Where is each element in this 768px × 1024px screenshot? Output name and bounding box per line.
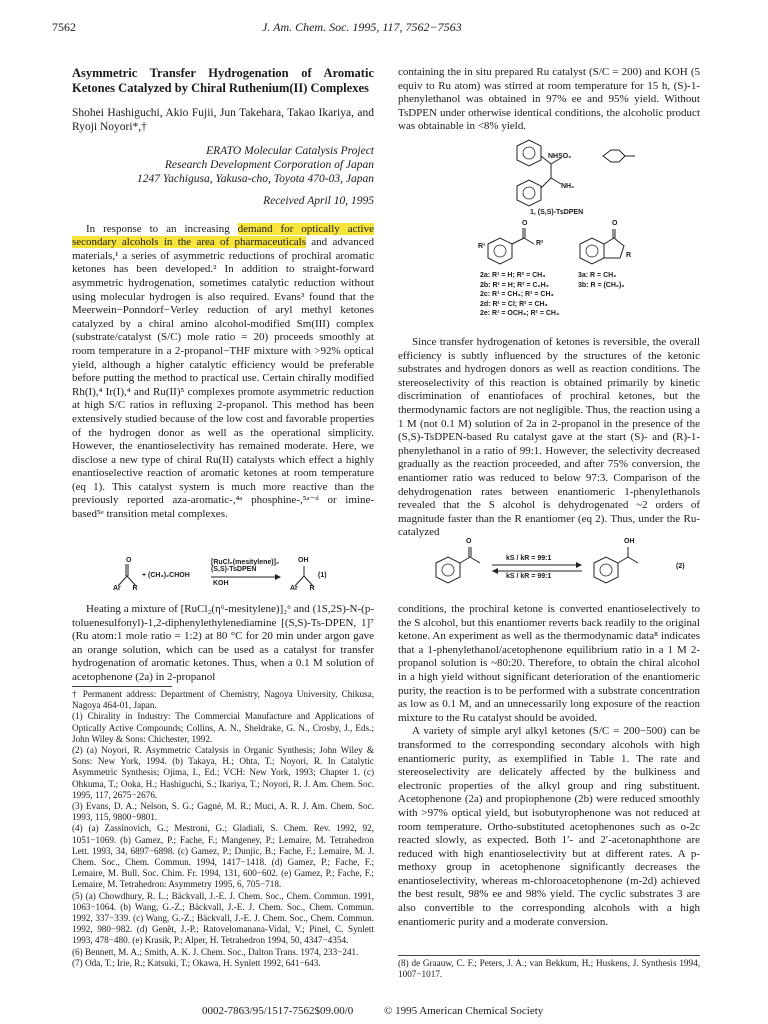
footer-code: 0002-7863/95/1517-7562$09.00/0: [202, 1005, 354, 1017]
highlighted-phrase: demand for optically active secondary alcohols in the area of pharmaceuticals: [72, 222, 374, 249]
catalyst-label: [RuCl₂(mesitylene)]₂: [211, 559, 280, 566]
ligand-label: (S,S)-TsDPEN: [211, 566, 257, 573]
author-list: Shohei Hashiguchi, Akio Fujii, Jun Takehara, Takao Ikariya, and Ryoji Noyori*,†: [72, 107, 374, 133]
intro-rest: and advanced materials,¹ a series of asymmetric reductions of prochiral aromatic ketones has been developed.² In addition to straight-forward asymmetric hydrogenation, sometimes catalytic reduction without using molecular hydrogen is also required. Evans³ found that the Meerwein−Ponndorf−Verley reduction of aryl methyl ketones catalyzed by a chiral amino alcohol-modified Sm(III) complex (substrate/catalyst (S/C) mole ratio = 20) proceeds smoothly at room temperature in a 2-propanol−THF mixture with >92% optical yield, although a higher catalytic efficiency would be preferable before putting the method to practical use. Certain chirally modified Rh(I),⁴ Ir(I),⁴ and Ru(II)⁵ complexes promote asymmetric reduction at high S/C ratios in refluxing 2-propanol. This method has been extensively studied because of the low cost and favorable properties of the hydrogen donor as well as the operational simplicity. However, the enantioselectivity has remained moderate. Here, we disclose a new type of chiral Ru(II) catalysts which effect a highly enantioselective reaction of aromatic ketones at room temperature (eq 1). This catalyst system is much more reactive than the previously reported aza-aromatic-,⁴ᵃ phosphine-,⁵ᵃ⁻ᵈ or imine-based⁵ᵉ transition metal complexes.: [72, 236, 374, 521]
equation-number-1: (1): [318, 572, 327, 579]
footnote: (7) Oda, T.; Irie, R.; Katsuki, T.; Okawa, H. Synlett 1992, 641−643.: [72, 957, 321, 968]
footnotes-right: [398, 958, 700, 980]
affiliation-line: Research Development Corporation of Japan: [164, 159, 374, 171]
o-label-3: O: [612, 220, 618, 227]
r1-label: R¹: [478, 243, 486, 250]
footnote-rule: [72, 686, 172, 687]
compound-list-2: [480, 271, 559, 319]
footnote: † Permanent address: Department of Chemistry, Nagoya University, Chikusa, Nagoya 464-01, Japan.: [72, 689, 374, 711]
article-title: Asymmetric Transfer Hydrogenation of Aromatic Ketones Catalyzed by Chiral Ruthenium(II) Complexes: [72, 66, 374, 95]
intro-paragraph: [72, 223, 374, 522]
r-label-3: R: [626, 252, 632, 259]
journal-header: J. Am. Chem. Soc. 1995, 117, 7562−7563: [262, 20, 462, 34]
eq2-upper-ratio: kS / kR = 99:1: [506, 555, 552, 562]
compound-3a: 3a: R = CH₂: [578, 272, 617, 279]
right-column-top: [398, 66, 700, 134]
footer-copyright: © 1995 American Chemical Society: [384, 1005, 544, 1017]
eq2-o-label: O: [466, 538, 472, 545]
r2-label: R²: [536, 240, 544, 247]
reagent-isopropanol: + (CH₃)₂CHOH: [142, 572, 190, 579]
reversibility-paragraph: Since transfer hydrogenation of ketones is reversible, the overall efficiency is subtly influenced by the structures of the ketonic substrates and hydrogen donors as well as reaction conditions. The stereoselectivity of this reaction is obtained primarily by kinetic discrimination of enantiofaces of prochiral ketones, but the thermodynamic factors are not negligible. Thus, the reaction using a 1 M (not 0.1 M) solution of 2a in 2-propanol in the presence of the (S,S)-TsDPEN-based Ru catalyst gave at the start (S)- and (R)-1-phenylethanol in a ratio of 99:1. However, the selectivity decreased gradually as the reaction proceeded, and after 75% conversion, the enantiomer ratio was reduced to below 97:3. Comparison of the dehydrogenation rates between enantiomeric 1-phenylethanols revealed that the S alcohol is dehydrogenated ~2 orders of magnitude faster than the R enantiomer (eq 2). Thus, under the Ru-catalyzed: [398, 336, 700, 539]
footnote: (1) Chirality in Industry: The Commercial Manufacture and Applications of Optically Active Compounds; Collins, A. N., Sheldrake, G. N., Crosby, J., Eds.; John Wiley & Sons: Chichester, 1992.: [72, 711, 374, 744]
compound-2a: 2a: R¹ = H; R² = CH₃: [480, 272, 546, 279]
conditions-paragraph: conditions, the prochiral ketone is converted enantioselectively to the S alcohol, but this enantiomer reverts back readily to the original ketone. An experiment as well as the thermodynamic data⁸ indicates that a 1-phenylethanol/acetophenone equilibrium ratio in a 1 M 2-propanol solution is ~80:20. Therefore, to obtain the chiral alcohol in a high yield without significant deterioration of the enantiomeric purity, the reaction is to be performed with a substrate concentration as low as 0.1 M, and an unnecessarily long exposure of the reaction mixture to the Ru catalyst should be avoided.: [398, 603, 700, 724]
ketone-o-label: O: [126, 557, 132, 564]
footnote: (5) (a) Chowdhury, R. L.; Bäckvall, J.-E. J. Chem. Soc., Chem. Commun. 1991, 1063−1064. (b) Wang, G.-Z.; Bäckvall, J.-E. J. Chem. Soc., Chem. Commun. 1992, 337−339. (c) Wang, G.-Z.; Bäckvall, J.-E. J. Chem. Soc., Chem. Commun. 1992, 980−982. (d) Genêt, J.-P.; Ratovelomanana-Vidal, V.; Pinel, C. Synlett 1993, 478−480. (e) Krasik, P.; Alper, H. Tetrahedron 1994, 50, 4347−4354.: [72, 890, 374, 946]
eq2-oh-label: OH: [624, 538, 635, 545]
tsdpen-drawing: [505, 138, 665, 218]
footnote: (4) (a) Zassinovich, G.; Mestroni, G.; Gladiali, S. Chem. Rev. 1992, 92, 1051−1069. (b) Gamez, P.; Fache, F.; Mangeney, P.; Lemaire, M. Tetrahedron Lett. 1993, 34, 6897−6898. (c) Gamez, P.; Dunjic, B.; Fache, F.; Lemaire, M. J. Chem. Soc., Chem. Commun. 1994, 1417−1418. (d) Gamez, P.; Fache, F.; Lemaire, M. Bull. Soc. Chim. Fr. 1994, 131, 600−602. (e) Gamez, P.; Fache, F.; Lemaire, M. Tetrahedron: Asymmetry 1995, 6, 705−718.: [72, 823, 374, 890]
compound-2d: 2d: R¹ = Cl; R² = CH₃: [480, 300, 548, 308]
o-label-2: O: [522, 220, 528, 227]
intro-lead: In response to an increasing: [86, 222, 238, 235]
product-oh-label: OH: [298, 557, 309, 564]
substrate-drawing: [480, 226, 680, 271]
equation-number-2: (2): [676, 563, 685, 570]
footnotes-left: [72, 689, 374, 969]
left-column-lower: [72, 603, 374, 685]
footnote-rule-right: [398, 955, 700, 956]
equation-2-drawing: [430, 545, 680, 585]
compound-2b: 2b: R¹ = H; R² = C₂H₅: [480, 281, 549, 289]
compound-list-3: [578, 271, 624, 290]
compound-2c: 2c: R¹ = CH₃; R² = CH₃: [480, 291, 554, 298]
footnote: (3) Evans, D. A.; Nelson, S. G.; Gagné, M. R.; Muci, A. R. J. Am. Chem. Soc. 1993, 115, 9800−9801.: [72, 801, 374, 823]
tsdpen-caption: 1, (S,S)-TsDPEN: [530, 209, 584, 216]
nhso2-label: NHSO₂: [548, 153, 572, 160]
affiliation-line: ERATO Molecular Catalysis Project: [206, 145, 374, 157]
product-substituents: Ar R: [290, 585, 315, 592]
footnote: (6) Bennett, M. A.; Smith, A. K. J. Chem. Soc., Dalton Trans. 1974, 233−241.: [72, 946, 359, 957]
nh2-label: NH₂: [561, 183, 575, 190]
result-paragraph: containing the in situ prepared Ru catalyst (S/C = 200) and KOH (5 equiv to Ru atom) was stirred at room temperature for 15 h, (S)-1-phenylethanol was obtained in 97% ee and 95% yield. Without TsDPEN under otherwise identical conditions, the alcoholic product was obtainable in <8% yield.: [398, 66, 700, 133]
affiliation: [72, 144, 374, 186]
right-column-lower: [398, 603, 700, 929]
base-label: KOH: [213, 580, 229, 587]
ketone-substituents: Ar R: [113, 585, 138, 592]
page-number: 7562: [52, 20, 76, 34]
compound-2e: 2e: R¹ = OCH₃; R² = CH₃: [480, 310, 560, 317]
scope-paragraph: A variety of simple aryl alkyl ketones (S/C = 200−500) can be transformed to the corresponding secondary alcohols with high enantiomeric purity, as exemplified in Table 1. The rate and stereoselectivity are delicately affected by the bulkiness and electronic properties of the alkyl group and ring substituent. Acetophenone (2a) and propiophenone (2b) were reduced smoothly with >97% optical yield, but isobutyrophenone was not reduced at room temperature. Ortho-substituted acetophenones such as o-2c reacted slowly, as expected. Both 1′- and 2′-acetonaphthone are reduced with high enantioselectivity but at different rates. A p-methoxy group in acetophenone significantly decreases the enantioselectivity, whereas m-chloroacetophenone (m-2d) achieved the best result, 98% ee and 98% yield. The cyclic substrates 3 are also convertible to the corresponding alcohols with a high enantiomeric purity and a moderate conversion.: [398, 725, 700, 928]
affiliation-line: 1247 Yachigusa, Yakusa-cho, Toyota 470-03, Japan: [136, 173, 374, 185]
eq2-lower-ratio: kS / kR = 99:1: [506, 573, 552, 580]
left-column: [72, 66, 374, 522]
footnote: (2) (a) Noyori, R. Asymmetric Catalysis in Organic Synthesis; John Wiley & Sons: New York, 1994. (b) Takaya, H.; Ohta, T.; Noyori, R. In Catalytic Asymmetric Synthesis; Ojima, I., Ed.; VCH: New York, 1993; Chapter 1. (c) Ohkuma, T.; Ooka, H.; Hashiguchi, S.; Ikariya, T.; Noyori, R. J. Am. Chem. Soc. 1995, 117, 2675−2676.: [72, 745, 374, 800]
procedure-paragraph: Heating a mixture of [RuCl₂(η⁶-mesitylene)]₂⁶ and (1S,2S)-N-(p-toluenesulfonyl)-1,2-diphenylethylenediamine [(S,S)-Ts-DPEN, 1]⁷ (Ru atom:1 mole ratio = 1:2) at 80 °C for 20 min under argon gave an orange solution, which can be used as a catalyst for transfer hydrogenation of aromatic ketones. Thus, when a 0.1 M solution of acetophenone (2a) in 2-propanol: [72, 603, 374, 683]
received-date: Received April 10, 1995: [263, 195, 374, 207]
footnote: (8) de Graauw, C. F.; Peters, J. A.; van Bekkum, H.; Huskens, J. Synthesis 1994, 1007−1017.: [398, 958, 700, 980]
right-column-middle: [398, 336, 700, 540]
compound-3b: 3b: R = (CH₂)₂: [578, 281, 625, 289]
